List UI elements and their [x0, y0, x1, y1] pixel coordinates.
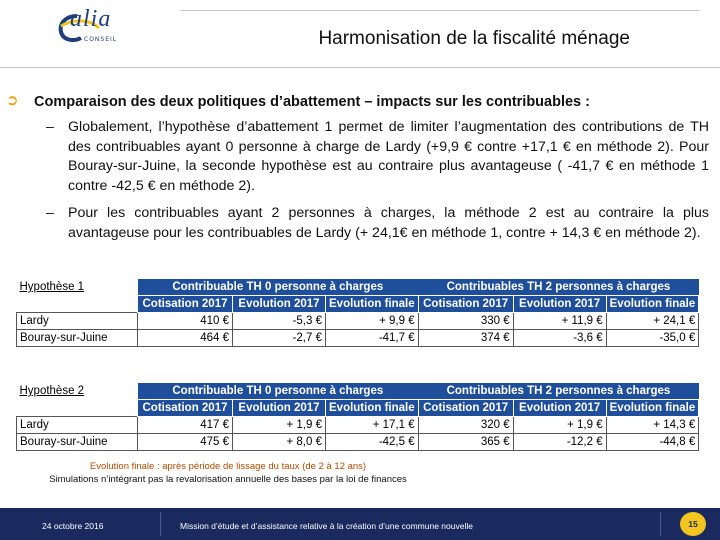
table-group-header-row [17, 279, 699, 296]
table-cell: + 11,9 € [513, 313, 606, 330]
table-cell: 365 € [418, 434, 513, 451]
row-label: Bouray-sur-Juine [17, 434, 138, 451]
column-header: Cotisation 2017 [138, 296, 233, 313]
row-label: Bouray-sur-Juine [17, 330, 138, 347]
group-header-0-dependents: Contribuable TH 0 personne à charges [138, 383, 419, 400]
table-cell: -3,6 € [513, 330, 606, 347]
header-top-rule [180, 10, 700, 11]
table-title: Hypothèse 2 [19, 385, 85, 398]
table-cell: -41,7 € [326, 330, 419, 347]
column-header: Evolution 2017 [513, 400, 606, 417]
column-header: Cotisation 2017 [418, 296, 513, 313]
table-cell: -42,5 € [326, 434, 419, 451]
table-row [17, 330, 699, 347]
sub-bullet-1-text: Globalement, l’hypothèse d’abattement 1 permet de limiter l’augmentation des contributions de TH des contribuables ayant 0 personne à charge de Lardy (+9,9 € contre +17,1 € en méthode 2). Pour Bouray-sur-Juine, la seconde hypothèse est au contraire plus avantageuse ( -41,7 € en méthode 1 contre -42,5 € en méthode 2). [68, 119, 709, 194]
column-header: Cotisation 2017 [138, 400, 233, 417]
footer-divider [160, 512, 161, 536]
table-column-header-row [17, 296, 699, 313]
header-bottom-rule [0, 67, 720, 68]
table-row [17, 434, 699, 451]
footnote-1: Evolution finale : après période de lissage du taux (de 2 à 12 ans) [89, 461, 367, 472]
column-header: Evolution finale [326, 400, 419, 417]
footnote-2: Simulations n’intégrant pas la revalorisation annuelle des bases par la loi de finances [49, 474, 407, 485]
sub-bullet-2-text: Pour les contribuables ayant 2 personnes à charges, la méthode 2 est au contraire la plus avantageuse pour les contribuables de Lardy (+ 24,1€ en méthode 1, contre + 14,3 € en méthode 2). [68, 205, 709, 241]
hypothesis-1-table [16, 279, 699, 347]
table-cell: 410 € [138, 313, 233, 330]
table-cell: -5,3 € [233, 313, 326, 330]
logo-subtext: CONSEIL [84, 36, 118, 43]
footer-mission: Mission d’étude et d’assistance relative à la création d’une commune nouvelle [180, 521, 473, 531]
table-cell: + 1,9 € [233, 417, 326, 434]
footnotes [0, 460, 456, 486]
main-bullet: Comparaison des deux politiques d’abattement – impacts sur les contribuables : [34, 94, 590, 110]
logo-text: alia [70, 6, 112, 32]
column-header: Cotisation 2017 [418, 400, 513, 417]
column-header: Evolution finale [606, 400, 699, 417]
hypothesis-2-table [16, 383, 699, 451]
table-column-header-row [17, 400, 699, 417]
table-cell: 417 € [138, 417, 233, 434]
table-cell: + 24,1 € [606, 313, 699, 330]
dash-marker: – [46, 119, 54, 135]
group-header-2-dependents: Contribuables TH 2 personnes à charges [418, 279, 699, 296]
table-group-header-row [17, 383, 699, 400]
table-row [17, 313, 699, 330]
column-header: Evolution 2017 [513, 296, 606, 313]
column-header: Evolution finale [326, 296, 419, 313]
page-title: Harmonisation de la fiscalité ménage [318, 28, 630, 49]
table-cell: 464 € [138, 330, 233, 347]
table-cell: + 9,9 € [326, 313, 419, 330]
group-header-2-dependents: Contribuables TH 2 personnes à charges [418, 383, 699, 400]
table-title: Hypothèse 1 [19, 281, 85, 294]
sub-bullet-1 [46, 118, 709, 196]
page-number-badge: 15 [680, 512, 706, 536]
table-cell: -44,8 € [606, 434, 699, 451]
column-header: Evolution finale [606, 296, 699, 313]
sub-bullet-2 [46, 204, 709, 243]
table-cell: + 8,0 € [233, 434, 326, 451]
dash-marker: – [46, 205, 54, 221]
table-row [17, 417, 699, 434]
column-header: Evolution 2017 [233, 400, 326, 417]
column-header: Evolution 2017 [233, 296, 326, 313]
table-cell: -2,7 € [233, 330, 326, 347]
row-label: Lardy [17, 313, 138, 330]
table-cell: -35,0 € [606, 330, 699, 347]
footer-divider [660, 512, 661, 536]
arrow-right-icon: ➲ [6, 91, 19, 109]
table-cell: + 1,9 € [513, 417, 606, 434]
table-cell: 475 € [138, 434, 233, 451]
table-cell: -12,2 € [513, 434, 606, 451]
table-cell: 320 € [418, 417, 513, 434]
group-header-0-dependents: Contribuable TH 0 personne à charges [138, 279, 419, 296]
table-cell: + 17,1 € [326, 417, 419, 434]
row-label: Lardy [17, 417, 138, 434]
table-cell: 330 € [418, 313, 513, 330]
footer-date: 24 octobre 2016 [42, 521, 104, 531]
table-cell: 374 € [418, 330, 513, 347]
table-cell: + 14,3 € [606, 417, 699, 434]
